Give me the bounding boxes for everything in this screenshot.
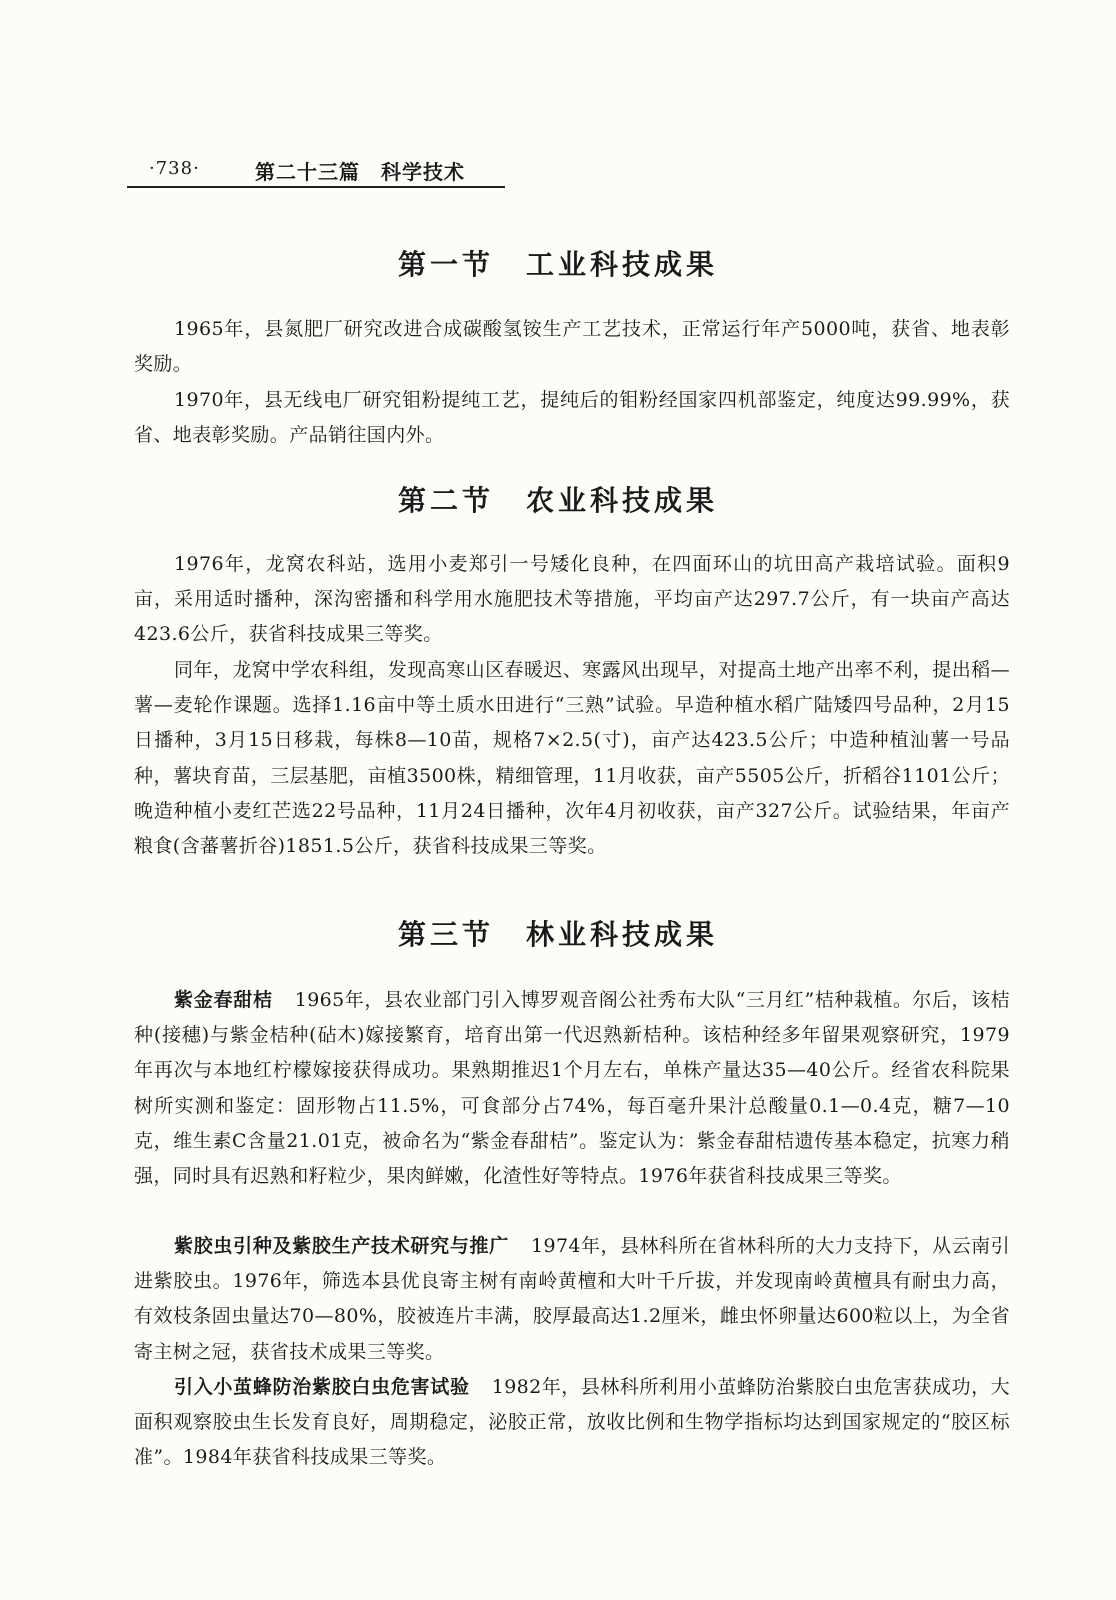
section-title-agriculture: 第二节 农业科技成果	[397, 484, 718, 517]
paragraph-body: 1965年，县农业部门引入博罗观音阁公社秀布大队“三月红”桔种栽植。尔后，该桔种(接穗)与紫金桔种(砧木)嫁接繁育，培育出第一代迟熟新桔种。该桔种经多年留果观察研究，1979年再次与本地红柠檬嫁接获得成功。果熟期推迟1个月左右，单株产量达35—40公斤。经省农科院果树所实测和鉴定：固形物占11.5%，可食部分占74%，每百毫升果汁总酸量0.1—0.4克，糖7—10克，维生素C含量21.01克，被命名为“紫金春甜桔”。鉴定认为：紫金春甜桔遗传基本稳定，抗寒力稍强，同时具有迟熟和籽粒少，果肉鲜嫩，化渣性好等特点。1976年获省科技成果三等奖。	[134, 989, 1010, 1188]
paragraph-body: 1982年，县林科所利用小茧蜂防治紫胶白虫危害获成功，大面积观察胶虫生长发育良好，周期稳定，泌胶正常，放收比例和生物学指标均达到国家规定的“胶区标准”。1984年获省科技成果三等奖。	[134, 1376, 1010, 1469]
running-header	[127, 150, 505, 188]
paragraph	[134, 1370, 1010, 1476]
paragraph-lead: 紫胶虫引种及紫胶生产技术研究与推广	[174, 1235, 509, 1257]
paragraph	[134, 1229, 1010, 1370]
paragraph: 1970年，县无线电厂研究钼粉提纯工艺，提纯后的钼粉经国家四机部鉴定，纯度达99.99%，获省、地表彰奖励。产品销往国内外。	[134, 389, 1010, 447]
paragraph	[134, 983, 1010, 1194]
paragraph: 同年，龙窝中学农科组，发现高寒山区春暖迟、寒露风出现早，对提高土地产出率不利，提出稻—薯—麦轮作课题。选择1.16亩中等土质水田进行“三熟”试验。早造种植水稻广陆矮四号品种，2月15日播种，3月15日移栽，每株8—10苗，规格7×2.5(寸)，亩产达423.5公斤；中造种植汕薯一号品种，薯块育苗，三层基肥，亩植3500株，精细管理，11月收获，亩产5505公斤，折稻谷1101公斤；晚造种植小麦红芒选22号品种，11月24日播种，次年4月初收获，亩产327公斤。试验结果，年亩产粮食(含蕃薯折谷)1851.5公斤，获省科技成果三等奖。	[134, 659, 1010, 858]
part-title: 第二十三篇 科学技术	[255, 160, 465, 184]
paragraph: 1965年，县氮肥厂研究改进合成碳酸氢铵生产工艺技术，正常运行年产5000吨，获省、地表彰奖励。	[134, 318, 1010, 376]
paragraph-lead: 紫金春甜桔	[174, 989, 273, 1011]
paragraph-lead: 引入小茧蜂防治紫胶白虫危害试验	[174, 1376, 470, 1398]
section-title-industry: 第一节 工业科技成果	[397, 248, 718, 281]
page-number: ·738·	[149, 158, 200, 179]
paragraph-body: 1974年，县林科所在省林科所的大力支持下，从云南引进紫胶虫。1976年，筛选本县优良寄主树有南岭黄檀和大叶千斤拔，并发现南岭黄檀具有耐虫力高，有效枝条固虫量达70—80%，胶被连片丰满，胶厚最高达1.2厘米，雌虫怀卵量达600粒以上，为全省寄主树之冠，获省技术成果三等奖。	[134, 1235, 1010, 1363]
section-title-forestry: 第三节 林业科技成果	[397, 918, 718, 951]
paragraph: 1976年，龙窝农科站，选用小麦郑引一号矮化良种，在四面环山的坑田高产栽培试验。面积9亩，采用适时播种，深沟密播和科学用水施肥技术等措施，平均亩产达297.7公斤，有一块亩产高达423.6公斤，获省科技成果三等奖。	[134, 553, 1010, 646]
